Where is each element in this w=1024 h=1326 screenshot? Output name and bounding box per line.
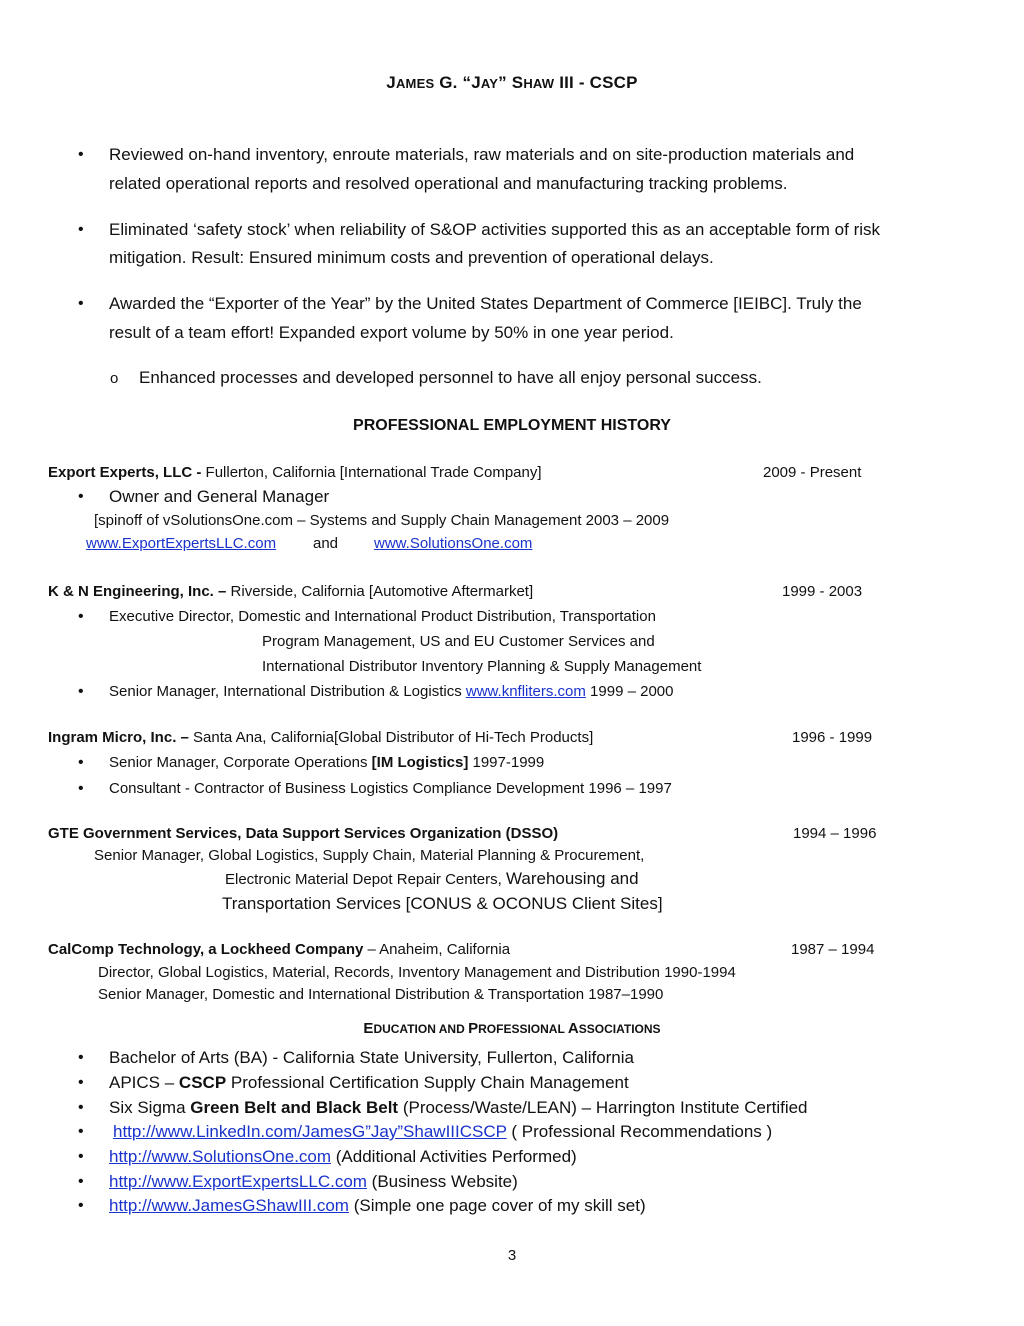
company-name: Ingram Micro, Inc. – bbox=[48, 729, 189, 746]
company-name: K & N Engineering, Inc. – bbox=[48, 583, 227, 600]
job-ingram-header bbox=[48, 729, 593, 746]
education-item-linkedin bbox=[113, 1122, 772, 1142]
job-export-experts-dates: 2009 - Present bbox=[763, 464, 862, 481]
summary-bullet-2-line-2: mitigation. Result: Ensured minimum costs and prevention of operational delays. bbox=[109, 248, 714, 267]
bullet-icon: • bbox=[78, 1173, 84, 1190]
bullet-icon: • bbox=[78, 1148, 84, 1165]
job-kn-role-1-line-3: International Distributor Inventory Planning & Supply Management bbox=[262, 658, 702, 675]
job-calcomp-line-2: Senior Manager, Domestic and International Distribution & Transportation 1987–1990 bbox=[98, 986, 664, 1003]
job-export-experts-role: Owner and General Manager bbox=[109, 487, 330, 506]
job-kn-header bbox=[48, 583, 533, 600]
job-gte-line-1: Senior Manager, Global Logistics, Supply Chain, Material Planning & Procurement, bbox=[94, 847, 645, 864]
page-number: 3 bbox=[507, 1247, 517, 1264]
job-ingram-role-1 bbox=[109, 754, 544, 771]
company-name: Export Experts, LLC - bbox=[48, 464, 202, 481]
summary-bullet-1-line-2: related operational reports and resolved operational and manufacturing tracking problems. bbox=[109, 174, 788, 193]
employment-history-heading: PROFESSIONAL EMPLOYMENT HISTORY bbox=[353, 417, 671, 434]
job-export-experts-note: [spinoff of vSolutionsOne.com – Systems and Supply Chain Management 2003 – 2009 bbox=[94, 512, 670, 529]
export-experts-link[interactable]: www.ExportExpertsLLC.com bbox=[86, 535, 277, 552]
bullet-icon: • bbox=[78, 608, 84, 625]
bullet-icon: • bbox=[78, 683, 84, 700]
job-gte-line-3: Transportation Services [CONUS & OCONUS Client Sites] bbox=[222, 894, 663, 913]
summary-bullet-3-line-2: result of a team effort! Expanded export volume by 50% in one year period. bbox=[109, 323, 674, 342]
solutions-one-link[interactable]: www.SolutionsOne.com bbox=[374, 535, 533, 552]
line-text-large: Warehousing and bbox=[505, 869, 639, 888]
company-name: CalComp Technology, a Lockheed Company bbox=[48, 941, 364, 958]
company-location: Riverside, California [Automotive Aftermarket] bbox=[226, 583, 534, 600]
link-description: (Business Website) bbox=[366, 1172, 518, 1191]
job-gte-line-2 bbox=[225, 869, 639, 889]
company-location: Santa Ana, California[Global Distributor of Hi-Tech Products] bbox=[188, 729, 594, 746]
job-kn-role-2 bbox=[109, 683, 673, 700]
education-item-solutions-one bbox=[109, 1147, 577, 1167]
linkedin-link[interactable]: http://www.LinkedIn.com/JamesG”Jay”ShawIIICSCP bbox=[113, 1122, 507, 1141]
bullet-icon: • bbox=[78, 1074, 84, 1091]
sub-bullet-marker-icon: o bbox=[110, 370, 119, 387]
job-kn-dates: 1999 - 2003 bbox=[782, 583, 863, 600]
export-experts-url-link[interactable]: http://www.ExportExpertsLLC.com bbox=[109, 1172, 367, 1191]
resume-name-heading: JAMES G. “JAY” SHAW III - CSCP bbox=[386, 73, 638, 92]
education-item-apics: APICS – CSCP Professional Certification Supply Chain Management bbox=[109, 1073, 629, 1092]
summary-bullet-3-line-1: Awarded the “Exporter of the Year” by the United States Department of Commerce [IEIBC]. Truly the bbox=[109, 294, 862, 313]
role-dates: 1997-1999 bbox=[468, 754, 545, 771]
summary-bullet-1-line-1: Reviewed on-hand inventory, enroute materials, raw materials and on site-production materials and bbox=[109, 145, 855, 164]
education-item-degree: Bachelor of Arts (BA) - California State University, Fullerton, California bbox=[109, 1048, 634, 1067]
job-calcomp-dates: 1987 – 1994 bbox=[791, 941, 875, 958]
role-division: [IM Logistics] bbox=[371, 754, 469, 771]
link-description: ( Professional Recommendations ) bbox=[506, 1122, 773, 1141]
role-dates: 1999 – 2000 bbox=[585, 683, 674, 700]
job-gte-company: GTE Government Services, Data Support Services Organization (DSSO) bbox=[48, 825, 559, 842]
job-gte-dates: 1994 – 1996 bbox=[793, 825, 877, 842]
personal-site-link[interactable]: http://www.JamesGShawIII.com bbox=[109, 1196, 349, 1215]
education-item-export-experts bbox=[109, 1172, 518, 1192]
summary-bullet-2-line-1: Eliminated ‘safety stock’ when reliability of S&OP activities supported this as an acceptable form of risk bbox=[109, 220, 881, 239]
bullet-icon: • bbox=[78, 754, 84, 771]
role-text: Senior Manager, International Distribution & Logistics bbox=[109, 683, 466, 700]
job-calcomp-line-1: Director, Global Logistics, Material, Records, Inventory Management and Distribution 1990-1994 bbox=[98, 964, 736, 981]
education-item-personal-site bbox=[109, 1196, 646, 1216]
and-text: and bbox=[313, 535, 339, 552]
bullet-icon: • bbox=[78, 1099, 84, 1116]
bullet-icon: • bbox=[78, 146, 84, 163]
bullet-icon: • bbox=[78, 295, 84, 312]
bullet-icon: • bbox=[78, 1049, 84, 1066]
link-description: (Simple one page cover of my skill set) bbox=[348, 1196, 646, 1215]
knfilters-link[interactable]: www.knfliters.com bbox=[465, 683, 586, 700]
job-export-experts-header bbox=[48, 464, 542, 481]
job-kn-role-1-line-1: Executive Director, Domestic and International Product Distribution, Transportation bbox=[109, 608, 656, 625]
job-kn-role-1-line-2: Program Management, US and EU Customer Services and bbox=[262, 633, 655, 650]
education-heading: EDUCATION AND PROFESSIONAL ASSOCIATIONS bbox=[363, 1020, 661, 1037]
link-description: (Additional Activities Performed) bbox=[331, 1147, 577, 1166]
bullet-icon: • bbox=[78, 1123, 84, 1140]
job-calcomp-header bbox=[48, 941, 510, 958]
line-text: Electronic Material Depot Repair Centers, bbox=[225, 871, 506, 888]
company-location: Fullerton, California [International Trade Company] bbox=[201, 464, 542, 481]
sub-bullet-text: Enhanced processes and developed personnel to have all enjoy personal success. bbox=[139, 368, 762, 387]
solutions-one-url-link[interactable]: http://www.SolutionsOne.com bbox=[109, 1147, 332, 1166]
bullet-icon: • bbox=[78, 1197, 84, 1214]
education-item-six-sigma: Six Sigma Green Belt and Black Belt (Process/Waste/LEAN) – Harrington Institute Certified bbox=[109, 1098, 808, 1117]
company-location: – Anaheim, California bbox=[363, 941, 511, 958]
job-ingram-dates: 1996 - 1999 bbox=[792, 729, 873, 746]
bullet-icon: • bbox=[78, 780, 84, 797]
bullet-icon: • bbox=[78, 221, 84, 238]
bullet-icon: • bbox=[78, 488, 84, 505]
role-text: Senior Manager, Corporate Operations bbox=[109, 754, 372, 771]
job-ingram-role-2: Consultant - Contractor of Business Logistics Compliance Development 1996 – 1997 bbox=[109, 780, 672, 797]
